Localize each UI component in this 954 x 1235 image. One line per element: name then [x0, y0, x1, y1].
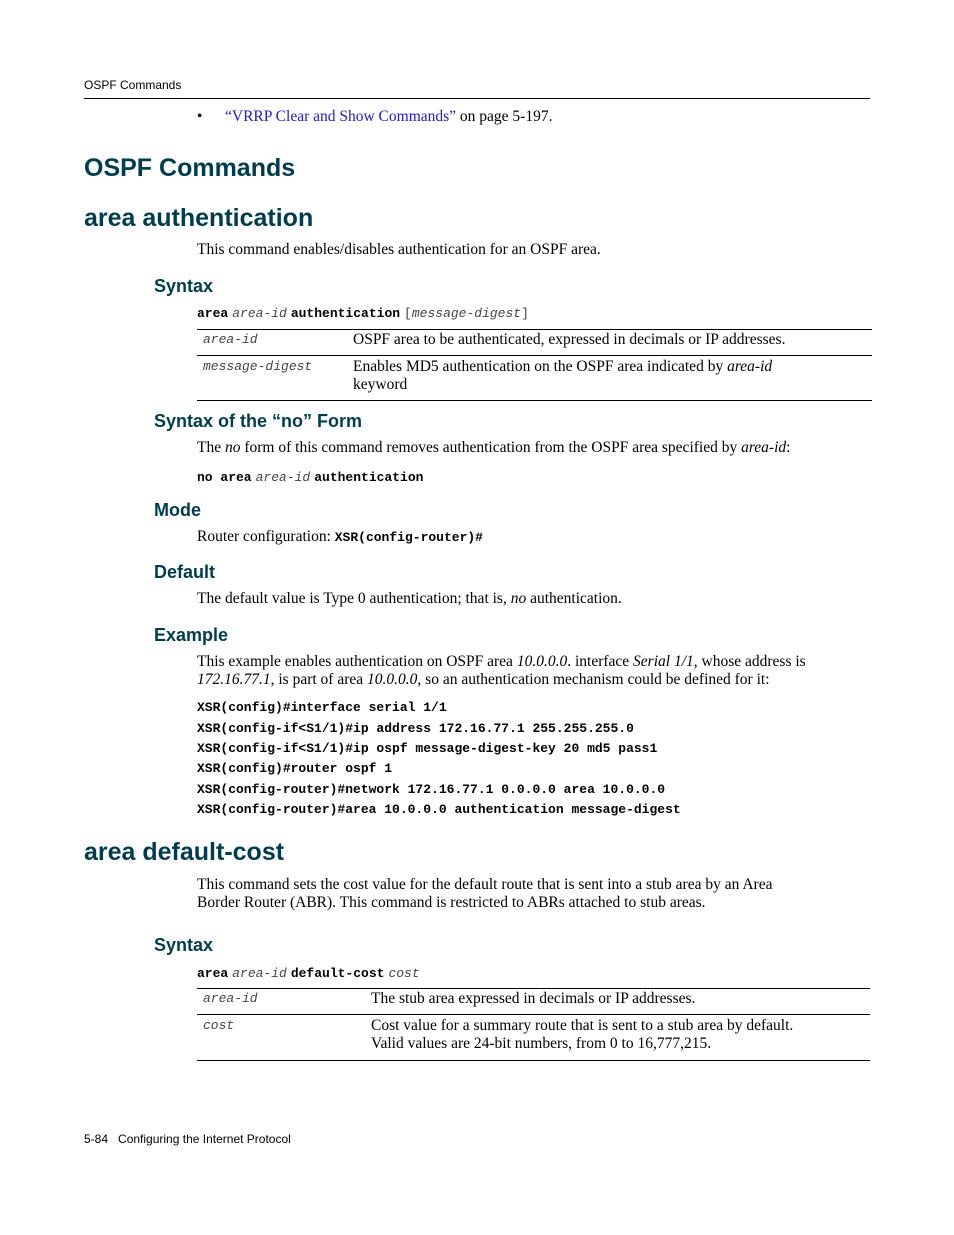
syntax-heading: Syntax	[154, 276, 214, 296]
param-desc: The stub area expressed in decimals or IP addresses.	[371, 990, 696, 1007]
param-name: area-id	[203, 332, 258, 347]
param-desc-line2: Valid values are 24-bit numbers, from 0 to 16,777,215.	[371, 1035, 712, 1052]
example-heading: Example	[154, 625, 229, 645]
bullet-dot: •	[197, 108, 203, 125]
table-rule-bottom	[197, 400, 872, 401]
no-form-text: The no form of this command removes authentication from the OSPF area specified by area-id:	[197, 439, 791, 456]
running-header: OSPF Commands	[84, 78, 182, 92]
no-form-heading: Syntax of the “no” Form	[154, 411, 363, 431]
example-text-line2: 172.16.77.1, is part of area 10.0.0.0, so an authentication mechanism could be defined for it:	[197, 671, 770, 688]
table-rule-top	[197, 329, 872, 330]
command-title-area-default-cost: area default-cost	[84, 838, 285, 866]
syntax-heading: Syntax	[154, 935, 214, 955]
param-desc: Cost value for a summary route that is sent to a stub area by default.	[371, 1017, 794, 1034]
code-line: XSR(config)#interface serial 1/1	[197, 700, 447, 715]
table-rule	[197, 355, 872, 356]
table-rule-top	[197, 988, 870, 989]
footer	[84, 1132, 291, 1146]
command-title-area-authentication: area authentication	[84, 204, 314, 232]
vrrp-link[interactable]: “VRRP Clear and Show Commands”	[225, 108, 457, 125]
table-rule	[197, 1014, 870, 1015]
area-auth-description: This command enables/disables authentication for an OSPF area.	[197, 241, 601, 258]
table-rule-bottom	[197, 1060, 870, 1061]
page-number: 5-84	[84, 1132, 109, 1146]
mode-text: Router configuration: XSR(config-router)#	[197, 528, 483, 545]
param-desc: OSPF area to be authenticated, expressed in decimals or IP addresses.	[353, 331, 786, 348]
code-line: XSR(config-router)#network 172.16.77.1 0.0.0.0 area 10.0.0.0	[197, 782, 666, 797]
mode-heading: Mode	[154, 500, 201, 520]
bullet-suffix: on page 5-197.	[456, 108, 553, 125]
area-cost-description-line1: This command sets the cost value for the default route that is sent into a stub area by an Area	[197, 876, 773, 893]
default-text: The default value is Type 0 authentication; that is, no authentication.	[197, 590, 622, 607]
example-text-line1: This example enables authentication on OSPF area 10.0.0.0. interface Serial 1/1, whose address is	[197, 653, 806, 670]
syntax-line: area area-id authentication [message-digest]	[197, 306, 529, 321]
code-line: XSR(config-router)#area 10.0.0.0 authentication message-digest	[197, 802, 681, 817]
param-name: area-id	[203, 991, 258, 1006]
param-name: message-digest	[203, 359, 313, 374]
param-name: cost	[203, 1018, 235, 1033]
section-title: OSPF Commands	[84, 154, 296, 182]
header-rule	[84, 98, 870, 99]
no-syntax-line: no area area-id authentication	[197, 470, 424, 485]
area-cost-description-line2: Border Router (ABR). This command is restricted to ABRs attached to stub areas.	[197, 894, 706, 911]
chapter-title: Configuring the Internet Protocol	[118, 1132, 291, 1146]
code-line: XSR(config-if<S1/1)#ip address 172.16.77.1 255.255.255.0	[197, 721, 634, 736]
code-line: XSR(config)#router ospf 1	[197, 761, 393, 776]
syntax-line: area area-id default-cost cost	[197, 966, 420, 981]
default-heading: Default	[154, 562, 216, 582]
param-desc: Enables MD5 authentication on the OSPF area indicated by area-id	[353, 358, 773, 375]
param-desc-line2: keyword	[353, 376, 408, 393]
code-line: XSR(config-if<S1/1)#ip ospf message-digest-key 20 md5 pass1	[197, 741, 658, 756]
